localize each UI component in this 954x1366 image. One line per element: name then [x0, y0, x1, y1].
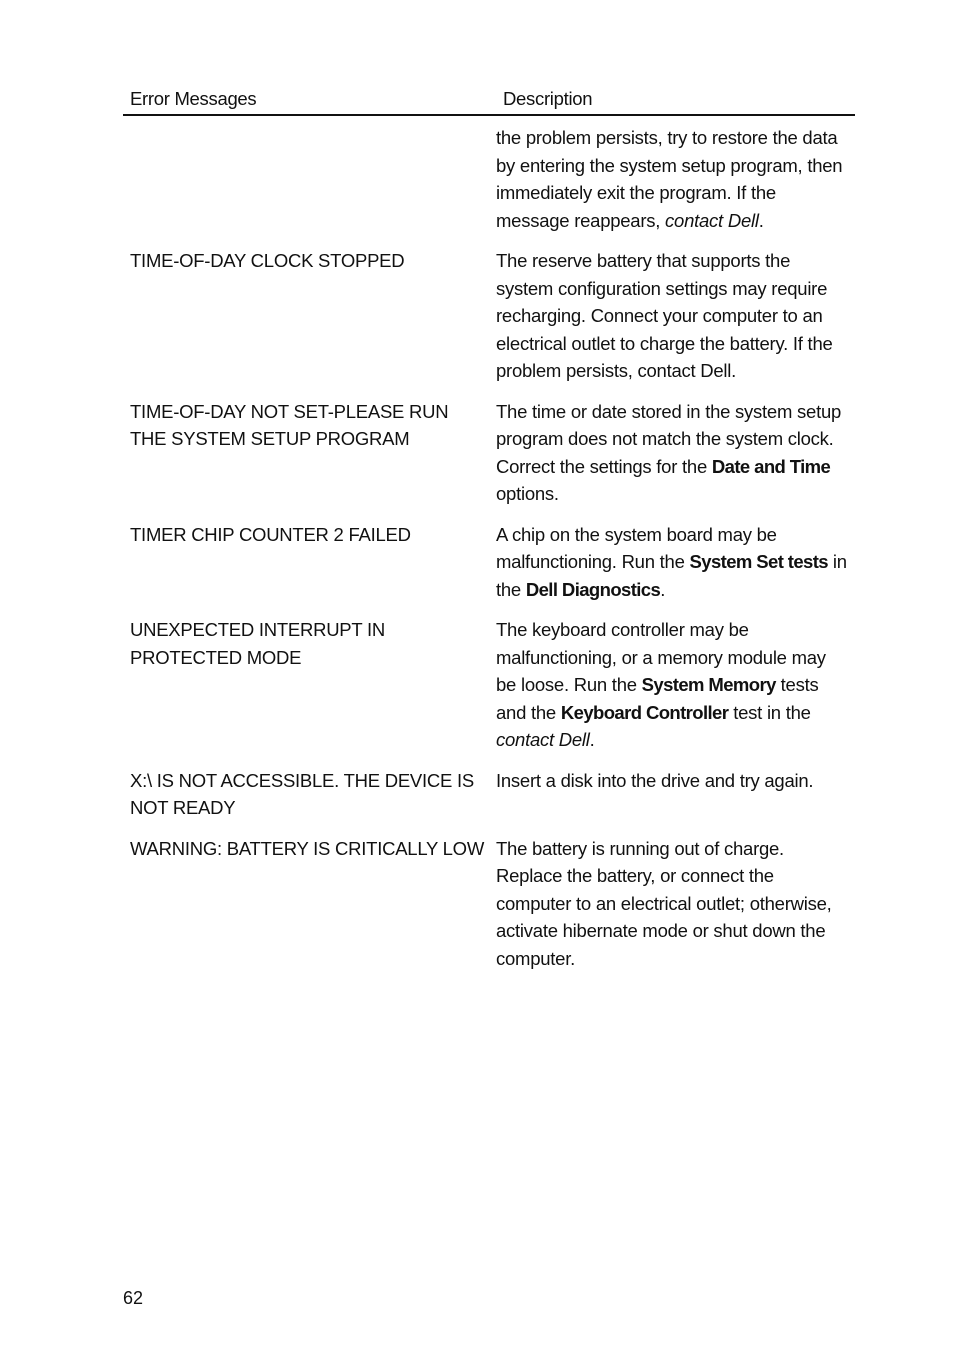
header-description: Description: [503, 88, 593, 109]
description-cell: [489, 124, 855, 234]
description-cell: [489, 835, 855, 973]
description-cell: [489, 521, 855, 604]
bold-term: System Set tests: [689, 551, 828, 572]
error-message-cell: WARNING: BATTERY IS CRITICALLY LOW: [130, 837, 485, 859]
table-row: [123, 603, 855, 754]
table-body: [123, 116, 855, 972]
table-row: [123, 385, 855, 508]
bold-term: Dell Diagnostics: [525, 578, 661, 600]
italic-term: contact Dell: [665, 209, 759, 231]
header-error-messages: Error Messages: [130, 88, 257, 109]
table-row: [123, 822, 855, 973]
description-text: the problem persists, try to restore the data by entering the system setup program, then immediately exit the program. If the message reappears,: [496, 127, 843, 231]
description-cell: [489, 398, 855, 508]
description-text: tests and the: [496, 674, 819, 723]
description-cell: [489, 767, 855, 822]
bold-term: Keyboard Controller: [560, 701, 729, 723]
error-messages-table: [123, 84, 855, 972]
error-message-cell: TIMER CHIP COUNTER 2 FAILED: [130, 523, 411, 545]
description-text: options.: [496, 483, 559, 504]
bold-term: Date and Time: [711, 455, 831, 477]
bold-term: System Memory: [641, 674, 776, 695]
error-message-cell: X:\ IS NOT ACCESSIBLE. THE DEVICE IS NOT READY: [130, 769, 474, 818]
table-row: [123, 754, 855, 822]
description-text: A chip on the system board may be malfunctioning. Run the: [496, 523, 777, 572]
error-message-cell: [123, 124, 489, 234]
table-row: [123, 508, 855, 604]
description-cell: [489, 616, 855, 754]
table-row: [123, 234, 855, 385]
description-text: The keyboard controller may be malfunctioning, or a memory module may be loose. Run the: [496, 619, 826, 695]
description-text: test in the: [728, 701, 811, 723]
description-text: .: [758, 209, 764, 231]
description-text: The time or date stored in the system setup program does not match the system clock. Correct the settings for the: [496, 400, 842, 477]
description-text: The reserve battery that supports the system configuration settings may require recharging. Connect your computer to an electrical outlet to charge the battery. If the problem persists, contact Dell.: [496, 250, 833, 381]
description-text: .: [660, 578, 666, 600]
description-cell: [489, 247, 855, 385]
description-text: Insert a disk into the drive and try again.: [496, 769, 814, 791]
table-row: [123, 116, 855, 234]
page-number: 62: [123, 1288, 144, 1308]
description-text: The battery is running out of charge. Replace the battery, or connect the computer to an electrical outlet; otherwise, activate hibernate mode or shut down the computer.: [496, 837, 832, 969]
error-message-cell: TIME-OF-DAY CLOCK STOPPED: [130, 250, 405, 271]
error-message-cell: UNEXPECTED INTERRUPT IN PROTECTED MODE: [130, 619, 385, 668]
description-text: in the: [496, 551, 847, 600]
description-text: .: [589, 729, 595, 750]
table-header: [123, 84, 855, 116]
italic-term: contact Dell: [496, 729, 590, 750]
error-message-cell: TIME-OF-DAY NOT SET-PLEASE RUN THE SYSTEM SETUP PROGRAM: [130, 400, 449, 449]
